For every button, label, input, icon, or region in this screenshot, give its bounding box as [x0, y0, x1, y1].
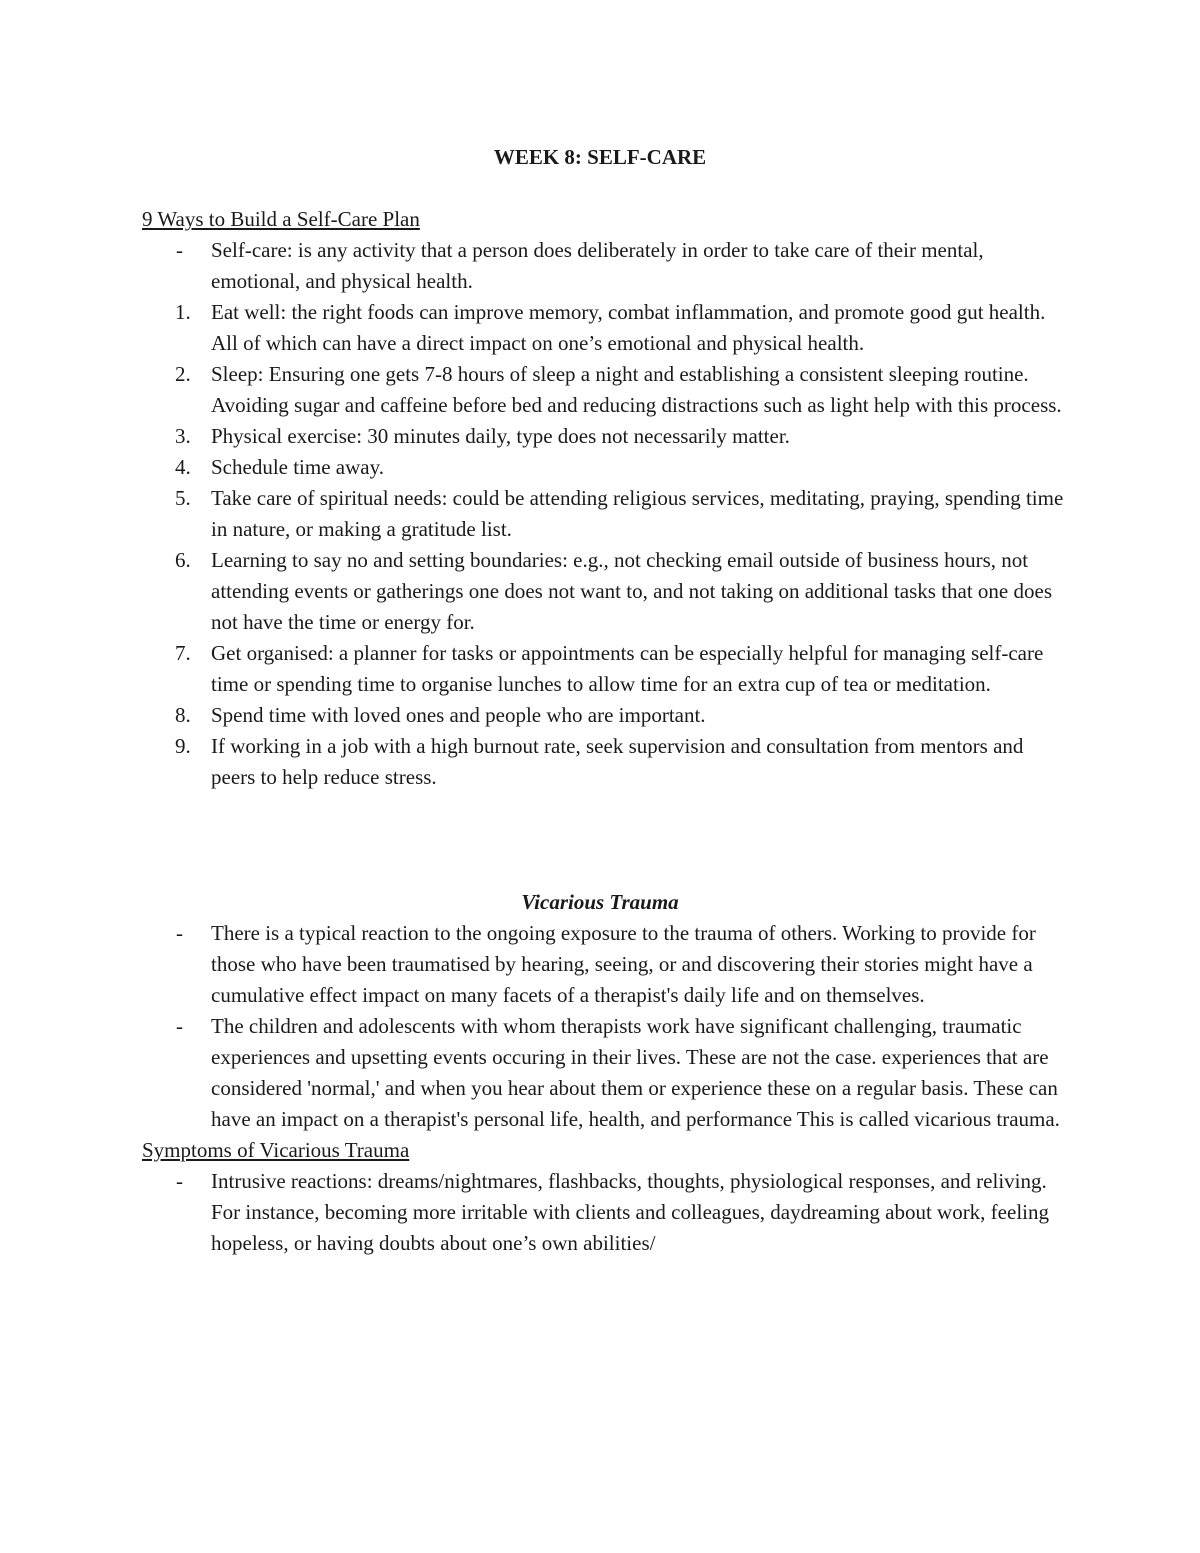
dash-marker: - — [176, 1169, 183, 1193]
vicarious-trauma-section — [142, 887, 1072, 1259]
list-item-1 — [142, 297, 1072, 359]
list-item-text: Self-care: is any activity that a person does deliberately in order to take care of their mental, emotional, and physical health. — [211, 238, 984, 293]
self-care-plan-list — [142, 235, 1072, 793]
list-item-7 — [142, 638, 1072, 700]
symptoms-list — [142, 1166, 1072, 1259]
number-marker: 9. — [175, 734, 191, 758]
number-marker: 4. — [175, 455, 191, 479]
list-item-5 — [142, 483, 1072, 545]
list-item-6 — [142, 545, 1072, 638]
list-item-text: Take care of spiritual needs: could be attending religious services, meditating, praying, spending time in nature, or making a gratitude list. — [211, 486, 1064, 541]
number-marker: 8. — [175, 703, 191, 727]
number-marker: 5. — [175, 486, 191, 510]
list-item-vt-2 — [142, 1011, 1072, 1135]
vicarious-trauma-list — [142, 918, 1072, 1135]
list-item-text: Sleep: Ensuring one gets 7-8 hours of sleep a night and establishing a consistent sleeping routine. Avoiding sugar and caffeine before bed and reducing distractions such as light help with this process. — [211, 362, 1062, 417]
list-item-text: The children and adolescents with whom therapists work have significant challenging, traumatic experiences and upsetting events occuring in their lives. These are not the case. experiences that are considered 'normal,' and when you hear about them or experience these on a regular basis. These can have an impact on a therapist's personal life, health, and performance This is called vicarious trauma. — [211, 1014, 1060, 1131]
dash-marker: - — [176, 1014, 183, 1038]
number-marker: 2. — [175, 362, 191, 386]
list-item-9 — [142, 731, 1072, 793]
number-marker: 1. — [175, 300, 191, 324]
list-item-4 — [142, 452, 1072, 483]
section-heading-vicarious-trauma: Vicarious Trauma — [521, 890, 679, 914]
list-item-text: Eat well: the right foods can improve memory, combat inflammation, and promote good gut health. All of which can have a direct impact on one’s emotional and physical health. — [211, 300, 1046, 355]
list-item-vt-1 — [142, 918, 1072, 1011]
number-marker: 6. — [175, 548, 191, 572]
section-heading-symptoms: Symptoms of Vicarious Trauma — [142, 1138, 410, 1162]
page-title: WEEK 8: SELF-CARE — [493, 145, 707, 169]
list-item-text: Spend time with loved ones and people who are important. — [211, 703, 706, 727]
number-marker: 7. — [175, 641, 191, 665]
list-item-8 — [142, 700, 1072, 731]
list-item-symptom-1 — [142, 1166, 1072, 1259]
list-item-text: Physical exercise: 30 minutes daily, type does not necessarily matter. — [211, 424, 790, 448]
list-item-text: Get organised: a planner for tasks or appointments can be especially helpful for managing self-care time or spending time to organise lunches to allow time for an extra cup of tea or meditation. — [211, 641, 1044, 696]
number-marker: 3. — [175, 424, 191, 448]
list-item-text: Schedule time away. — [211, 455, 384, 479]
section-heading-self-care-plan: 9 Ways to Build a Self-Care Plan — [142, 207, 420, 231]
list-item-3 — [142, 421, 1072, 452]
self-care-plan-section — [142, 204, 1072, 793]
list-item-text: Learning to say no and setting boundaries: e.g., not checking email outside of business hours, not attending events or gatherings one does not want to, and not taking on additional tasks that one does not have the time or energy for. — [211, 548, 1052, 634]
list-item-intro — [142, 235, 1072, 297]
list-item-text: If working in a job with a high burnout rate, seek supervision and consultation from mentors and peers to help reduce stress. — [211, 734, 1024, 789]
dash-marker: - — [176, 238, 183, 262]
list-item-text: Intrusive reactions: dreams/nightmares, flashbacks, thoughts, physiological responses, and reliving. For instance, becoming more irritable with clients and colleagues, daydreaming about work, feeling hopeless, or having doubts about one’s own abilities/ — [211, 1169, 1049, 1255]
dash-marker: - — [176, 921, 183, 945]
list-item-text: There is a typical reaction to the ongoing exposure to the trauma of others. Working to provide for those who have been traumatised by hearing, seeing, or and discovering their stories might have a cumulative effect impact on many facets of a therapist's daily life and on themselves. — [211, 921, 1036, 1007]
list-item-2 — [142, 359, 1072, 421]
